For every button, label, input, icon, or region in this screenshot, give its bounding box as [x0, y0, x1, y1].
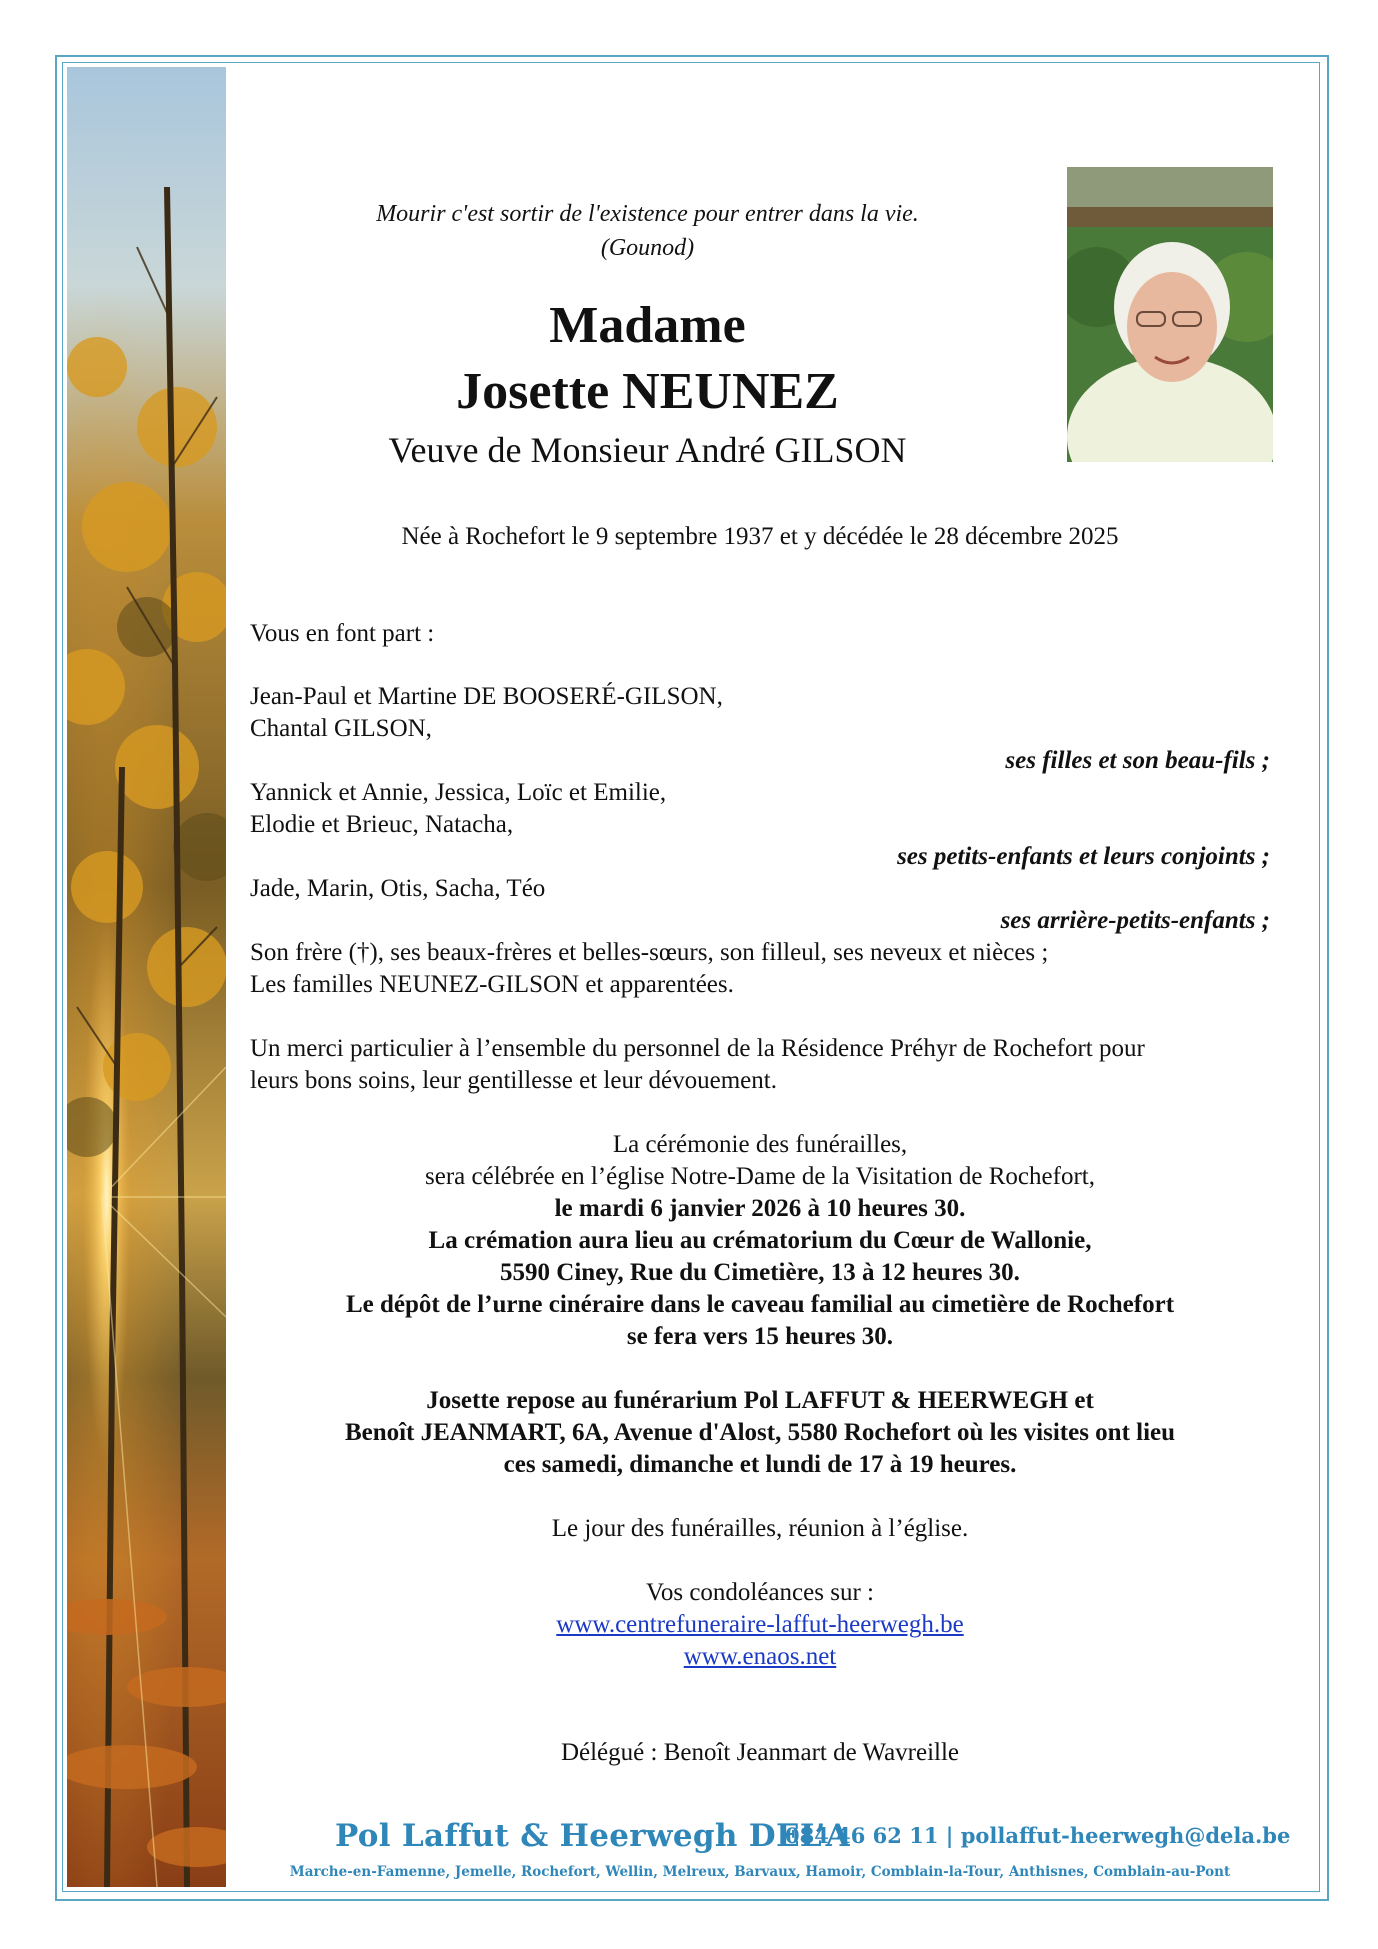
ceremony-line: La cérémonie des funérailles,: [612, 1131, 908, 1158]
ceremony-bold-line: se fera vers 15 heures 30.: [626, 1323, 894, 1350]
visitation-line: Benoît JEANMART, 6A, Avenue d'Alost, 5580 Rochefort où les visites ont lieu: [344, 1419, 1176, 1446]
condolences-label: Vos condoléances sur :: [646, 1579, 874, 1606]
thanks-line: Un merci particulier à l’ensemble du personnel de la Résidence Préhyr de Rochefort pour: [250, 1035, 1145, 1062]
ceremony-bold-line: Le dépôt de l’urne cinéraire dans le caveau familial au cimetière de Rochefort: [345, 1291, 1175, 1318]
great-grandchildren-line: Jade, Marin, Otis, Sacha, Téo: [250, 875, 546, 902]
enaos-link[interactable]: www.enaos.net: [683, 1643, 837, 1670]
announcement-intro: Vous en font part :: [250, 620, 435, 647]
delegate-line: Délégué : Benoît Jeanmart de Wavreille: [560, 1739, 960, 1766]
others-line: Les familles NEUNEZ-GILSON et apparentées.: [250, 971, 734, 998]
autumn-forest-image: [67, 67, 226, 1887]
visitation-line: Josette repose au funérarium Pol LAFFUT & HEERWEGH et: [426, 1387, 1094, 1414]
quote-author: (Gounod): [600, 235, 695, 261]
visitation-line: ces samedi, dimanche et lundi de 17 à 19 heures.: [503, 1451, 1017, 1478]
condolences-link-row: [250, 1609, 1270, 1641]
thanks-line: leurs bons soins, leur gentillesse et leur dévouement.: [250, 1067, 777, 1094]
meeting-line: Le jour des funérailles, réunion à l’église.: [551, 1515, 969, 1542]
children-line: Jean-Paul et Martine DE BOOSERÉ-GILSON,: [250, 683, 723, 710]
ceremony-bold-line: La crémation aura lieu au crématorium du Cœur de Wallonie,: [428, 1227, 1092, 1254]
widow-of: Veuve de Monsieur André GILSON: [388, 430, 907, 470]
great-grandchildren-role: ses arrière-petits-enfants ;: [1000, 907, 1270, 934]
children-role: ses filles et son beau-fils ;: [1005, 747, 1270, 774]
condolences-link-row: [250, 1641, 1270, 1673]
deceased-title: Madame: [549, 297, 746, 354]
deceased-name: Josette NEUNEZ: [456, 363, 839, 420]
grandchildren-line: Yannick et Annie, Jessica, Loïc et Emilie,: [250, 779, 667, 806]
grandchildren-role: ses petits-enfants et leurs conjoints ;: [897, 843, 1270, 870]
ceremony-bold-line: 5590 Ciney, Rue du Cimetière, 13 à 12 heures 30.: [500, 1259, 1020, 1286]
grandchildren-line: Elodie et Brieuc, Natacha,: [250, 811, 514, 838]
birth-death-line: Née à Rochefort le 9 septembre 1937 et y décédée le 28 décembre 2025: [401, 523, 1119, 550]
children-line: Chantal GILSON,: [250, 715, 432, 742]
portrait-photo: [1067, 167, 1273, 462]
footer-brand-logo: Pol Laffut & Heerwegh DEL’A: [335, 1818, 851, 1854]
quote-text: Mourir c'est sortir de l'existence pour entrer dans la vie.: [376, 201, 919, 227]
footer-contact: 084 46 62 11 | pollaffut-heerwegh@dela.be: [785, 1823, 1291, 1848]
funeral-center-link[interactable]: www.centrefuneraire-laffut-heerwegh.be: [556, 1611, 964, 1638]
ceremony-bold-line: le mardi 6 janvier 2026 à 10 heures 30.: [554, 1195, 966, 1222]
footer-towns: Marche-en-Famenne, Jemelle, Rochefort, Wellin, Melreux, Barvaux, Hamoir, Comblain-la-Tour, Anthisnes, Comblain-au-Pont: [289, 1864, 1231, 1880]
others-line: Son frère (†), ses beaux-frères et belles-sœurs, son filleul, ses neveux et nièces ;: [250, 939, 1049, 966]
ceremony-line: sera célébrée en l’église Notre-Dame de la Visitation de Rochefort,: [425, 1163, 1095, 1190]
